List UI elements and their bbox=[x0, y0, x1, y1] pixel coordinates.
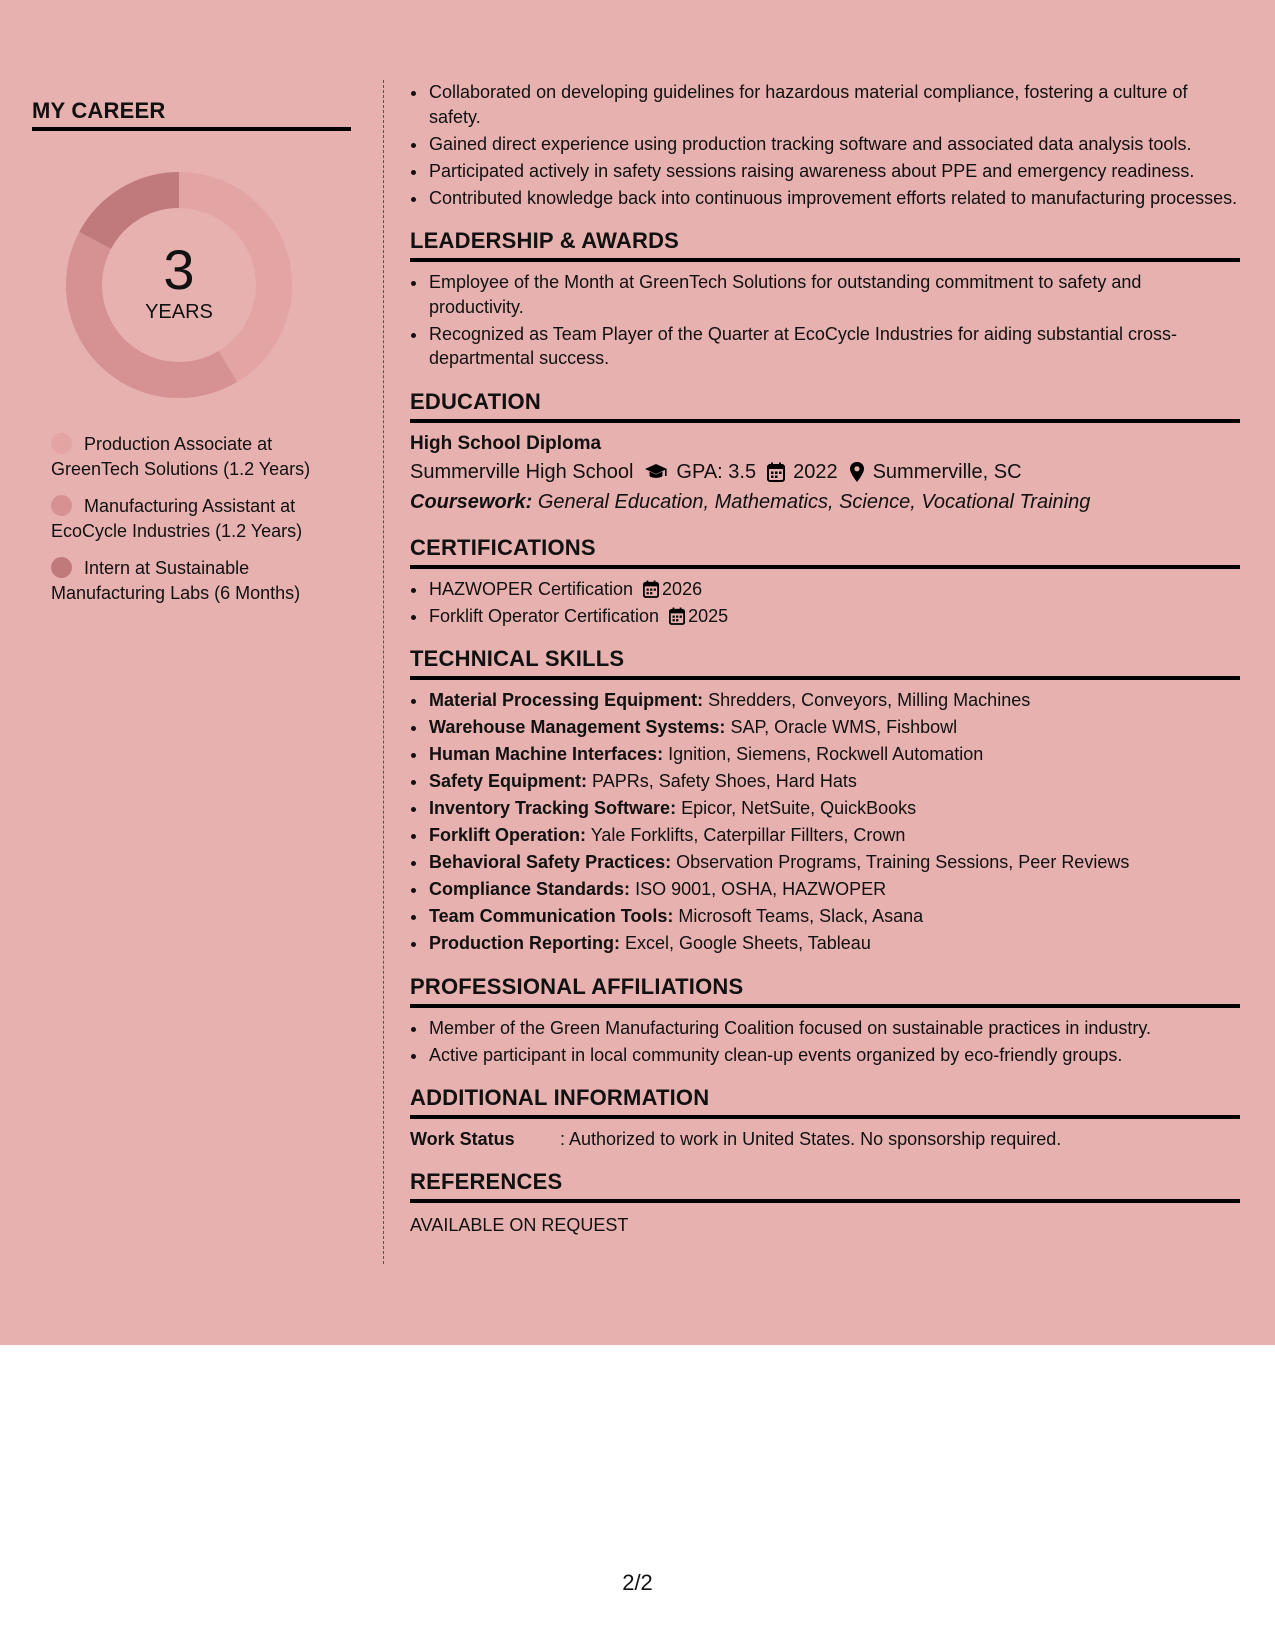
section-title: EDUCATION bbox=[410, 389, 1240, 423]
section-title: TECHNICAL SKILLS bbox=[410, 646, 1240, 680]
skill-value: PAPRs, Safety Shoes, Hard Hats bbox=[592, 771, 857, 791]
skill-label: Human Machine Interfaces: bbox=[429, 744, 664, 764]
cert-name: HAZWOPER Certification bbox=[429, 578, 634, 599]
list-item: • Participated actively in safety sessions raising awareness about PPE and emergency readiness. bbox=[428, 159, 1240, 184]
skill-label: Production Reporting: bbox=[429, 933, 620, 953]
total-years-unit: YEARS bbox=[145, 301, 213, 323]
work-status-row bbox=[410, 1127, 1240, 1151]
career-donut-chart bbox=[66, 172, 292, 398]
education-details bbox=[410, 457, 1240, 487]
list-item bbox=[428, 796, 1240, 821]
cert-name: Forklift Operator Certification bbox=[429, 605, 660, 626]
page-number: 2/2 bbox=[622, 1570, 653, 1595]
column-divider bbox=[383, 80, 384, 1264]
coursework-label: Coursework: bbox=[410, 490, 533, 513]
skill-label: Behavioral Safety Practices: bbox=[429, 852, 672, 872]
career-legend bbox=[32, 432, 351, 606]
calendar-icon bbox=[643, 580, 659, 598]
skill-label: Warehouse Management Systems: bbox=[429, 717, 726, 737]
list-item bbox=[428, 577, 1240, 602]
legend-item bbox=[51, 494, 351, 544]
skill-label: Forklift Operation: bbox=[429, 825, 586, 845]
career-title: MY CAREER bbox=[32, 80, 351, 131]
list-item: • Active participant in local community clean-up events organized by eco-friendly groups. bbox=[428, 1043, 1240, 1068]
list-item: • Contributed knowledge back into continuous improvement efforts related to manufacturing processes. bbox=[428, 186, 1240, 211]
affiliations-section bbox=[410, 974, 1240, 1068]
affiliations-list bbox=[410, 1016, 1240, 1068]
list-item bbox=[428, 931, 1240, 956]
list-item bbox=[428, 715, 1240, 740]
certifications-section bbox=[410, 535, 1240, 629]
leadership-section bbox=[410, 228, 1240, 371]
skill-value: Observation Programs, Training Sessions, Peer Reviews bbox=[676, 852, 1130, 872]
legend-label: Production Associate at GreenTech Solutions (1.2 Years) bbox=[51, 434, 311, 479]
list-item: • Collaborated on developing guidelines for hazardous material compliance, fostering a culture of safety. bbox=[428, 80, 1240, 129]
graduation-cap-icon bbox=[644, 462, 668, 482]
skill-value: Ignition, Siemens, Rockwell Automation bbox=[668, 744, 984, 764]
leadership-list bbox=[410, 270, 1240, 371]
skills-list bbox=[410, 688, 1240, 956]
skill-label: Inventory Tracking Software: bbox=[429, 798, 677, 818]
skill-label: Compliance Standards: bbox=[429, 879, 631, 899]
total-years-value: 3 bbox=[163, 238, 195, 301]
career-sidebar bbox=[32, 80, 351, 618]
coursework-value: General Education, Mathematics, Science, Vocational Training bbox=[537, 490, 1091, 513]
education-degree: High School Diploma bbox=[410, 432, 602, 454]
skill-value: Yale Forklifts, Caterpillar Fillters, Crown bbox=[590, 825, 906, 845]
additional-info-section bbox=[410, 1085, 1240, 1151]
references-text: AVAILABLE ON REQUEST bbox=[410, 1215, 629, 1235]
education-coursework bbox=[410, 487, 1240, 517]
list-item: • Employee of the Month at GreenTech Solutions for outstanding commitment to safety and productivity. bbox=[428, 270, 1240, 319]
section-title: REFERENCES bbox=[410, 1169, 1240, 1203]
list-item: • Member of the Green Manufacturing Coalition focused on sustainable practices in industry. bbox=[428, 1016, 1240, 1041]
legend-swatch bbox=[51, 495, 72, 516]
list-item bbox=[428, 877, 1240, 902]
list-item: • Gained direct experience using production tracking software and associated data analysis tools. bbox=[428, 132, 1240, 157]
legend-item bbox=[51, 556, 351, 606]
section-title: LEADERSHIP & AWARDS bbox=[410, 228, 1240, 262]
list-item bbox=[428, 742, 1240, 767]
cert-date: 2025 bbox=[688, 605, 729, 626]
list-item bbox=[428, 823, 1240, 848]
education-location: Summerville, SC bbox=[872, 460, 1022, 483]
references-section bbox=[410, 1169, 1240, 1237]
main-content bbox=[410, 80, 1240, 1237]
list-item bbox=[428, 769, 1240, 794]
section-title: CERTIFICATIONS bbox=[410, 535, 1240, 569]
skill-label: Material Processing Equipment: bbox=[429, 690, 704, 710]
skill-value: SAP, Oracle WMS, Fishbowl bbox=[730, 717, 958, 737]
legend-label: Intern at Sustainable Manufacturing Labs (6 Months) bbox=[51, 558, 301, 603]
donut-center bbox=[66, 172, 292, 398]
education-year: 2022 bbox=[793, 460, 838, 483]
list-item bbox=[428, 688, 1240, 713]
experience-bullets bbox=[410, 80, 1240, 210]
section-title: PROFESSIONAL AFFILIATIONS bbox=[410, 974, 1240, 1008]
certifications-list bbox=[410, 577, 1240, 629]
calendar-icon bbox=[669, 607, 685, 625]
list-item: • Recognized as Team Player of the Quarter at EcoCycle Industries for aiding substantial cross-departmental success. bbox=[428, 322, 1240, 371]
skill-value: Shredders, Conveyors, Milling Machines bbox=[708, 690, 1031, 710]
cert-date: 2026 bbox=[662, 578, 703, 599]
legend-item bbox=[51, 432, 351, 482]
skill-value: ISO 9001, OSHA, HAZWOPER bbox=[635, 879, 887, 899]
education-school: Summerville High School bbox=[410, 460, 634, 483]
list-item bbox=[428, 604, 1240, 629]
skills-section bbox=[410, 646, 1240, 956]
skill-value: Epicor, NetSuite, QuickBooks bbox=[681, 798, 917, 818]
skill-label: Safety Equipment: bbox=[429, 771, 588, 791]
education-section bbox=[410, 389, 1240, 517]
skill-value: Microsoft Teams, Slack, Asana bbox=[678, 906, 924, 926]
map-pin-icon bbox=[849, 461, 865, 483]
skill-label: Team Communication Tools: bbox=[429, 906, 674, 926]
legend-label: Manufacturing Assistant at EcoCycle Industries (1.2 Years) bbox=[51, 496, 303, 541]
list-item bbox=[428, 904, 1240, 929]
list-item bbox=[428, 850, 1240, 875]
skill-value: Excel, Google Sheets, Tableau bbox=[625, 933, 871, 953]
education-gpa: GPA: 3.5 bbox=[676, 460, 757, 483]
legend-swatch bbox=[51, 557, 72, 578]
calendar-icon bbox=[767, 462, 785, 482]
work-status-value: : Authorized to work in United States. No sponsorship required. bbox=[560, 1129, 1062, 1149]
legend-swatch bbox=[51, 433, 72, 454]
section-title: ADDITIONAL INFORMATION bbox=[410, 1085, 1240, 1119]
work-status-label: Work Status bbox=[410, 1129, 515, 1149]
